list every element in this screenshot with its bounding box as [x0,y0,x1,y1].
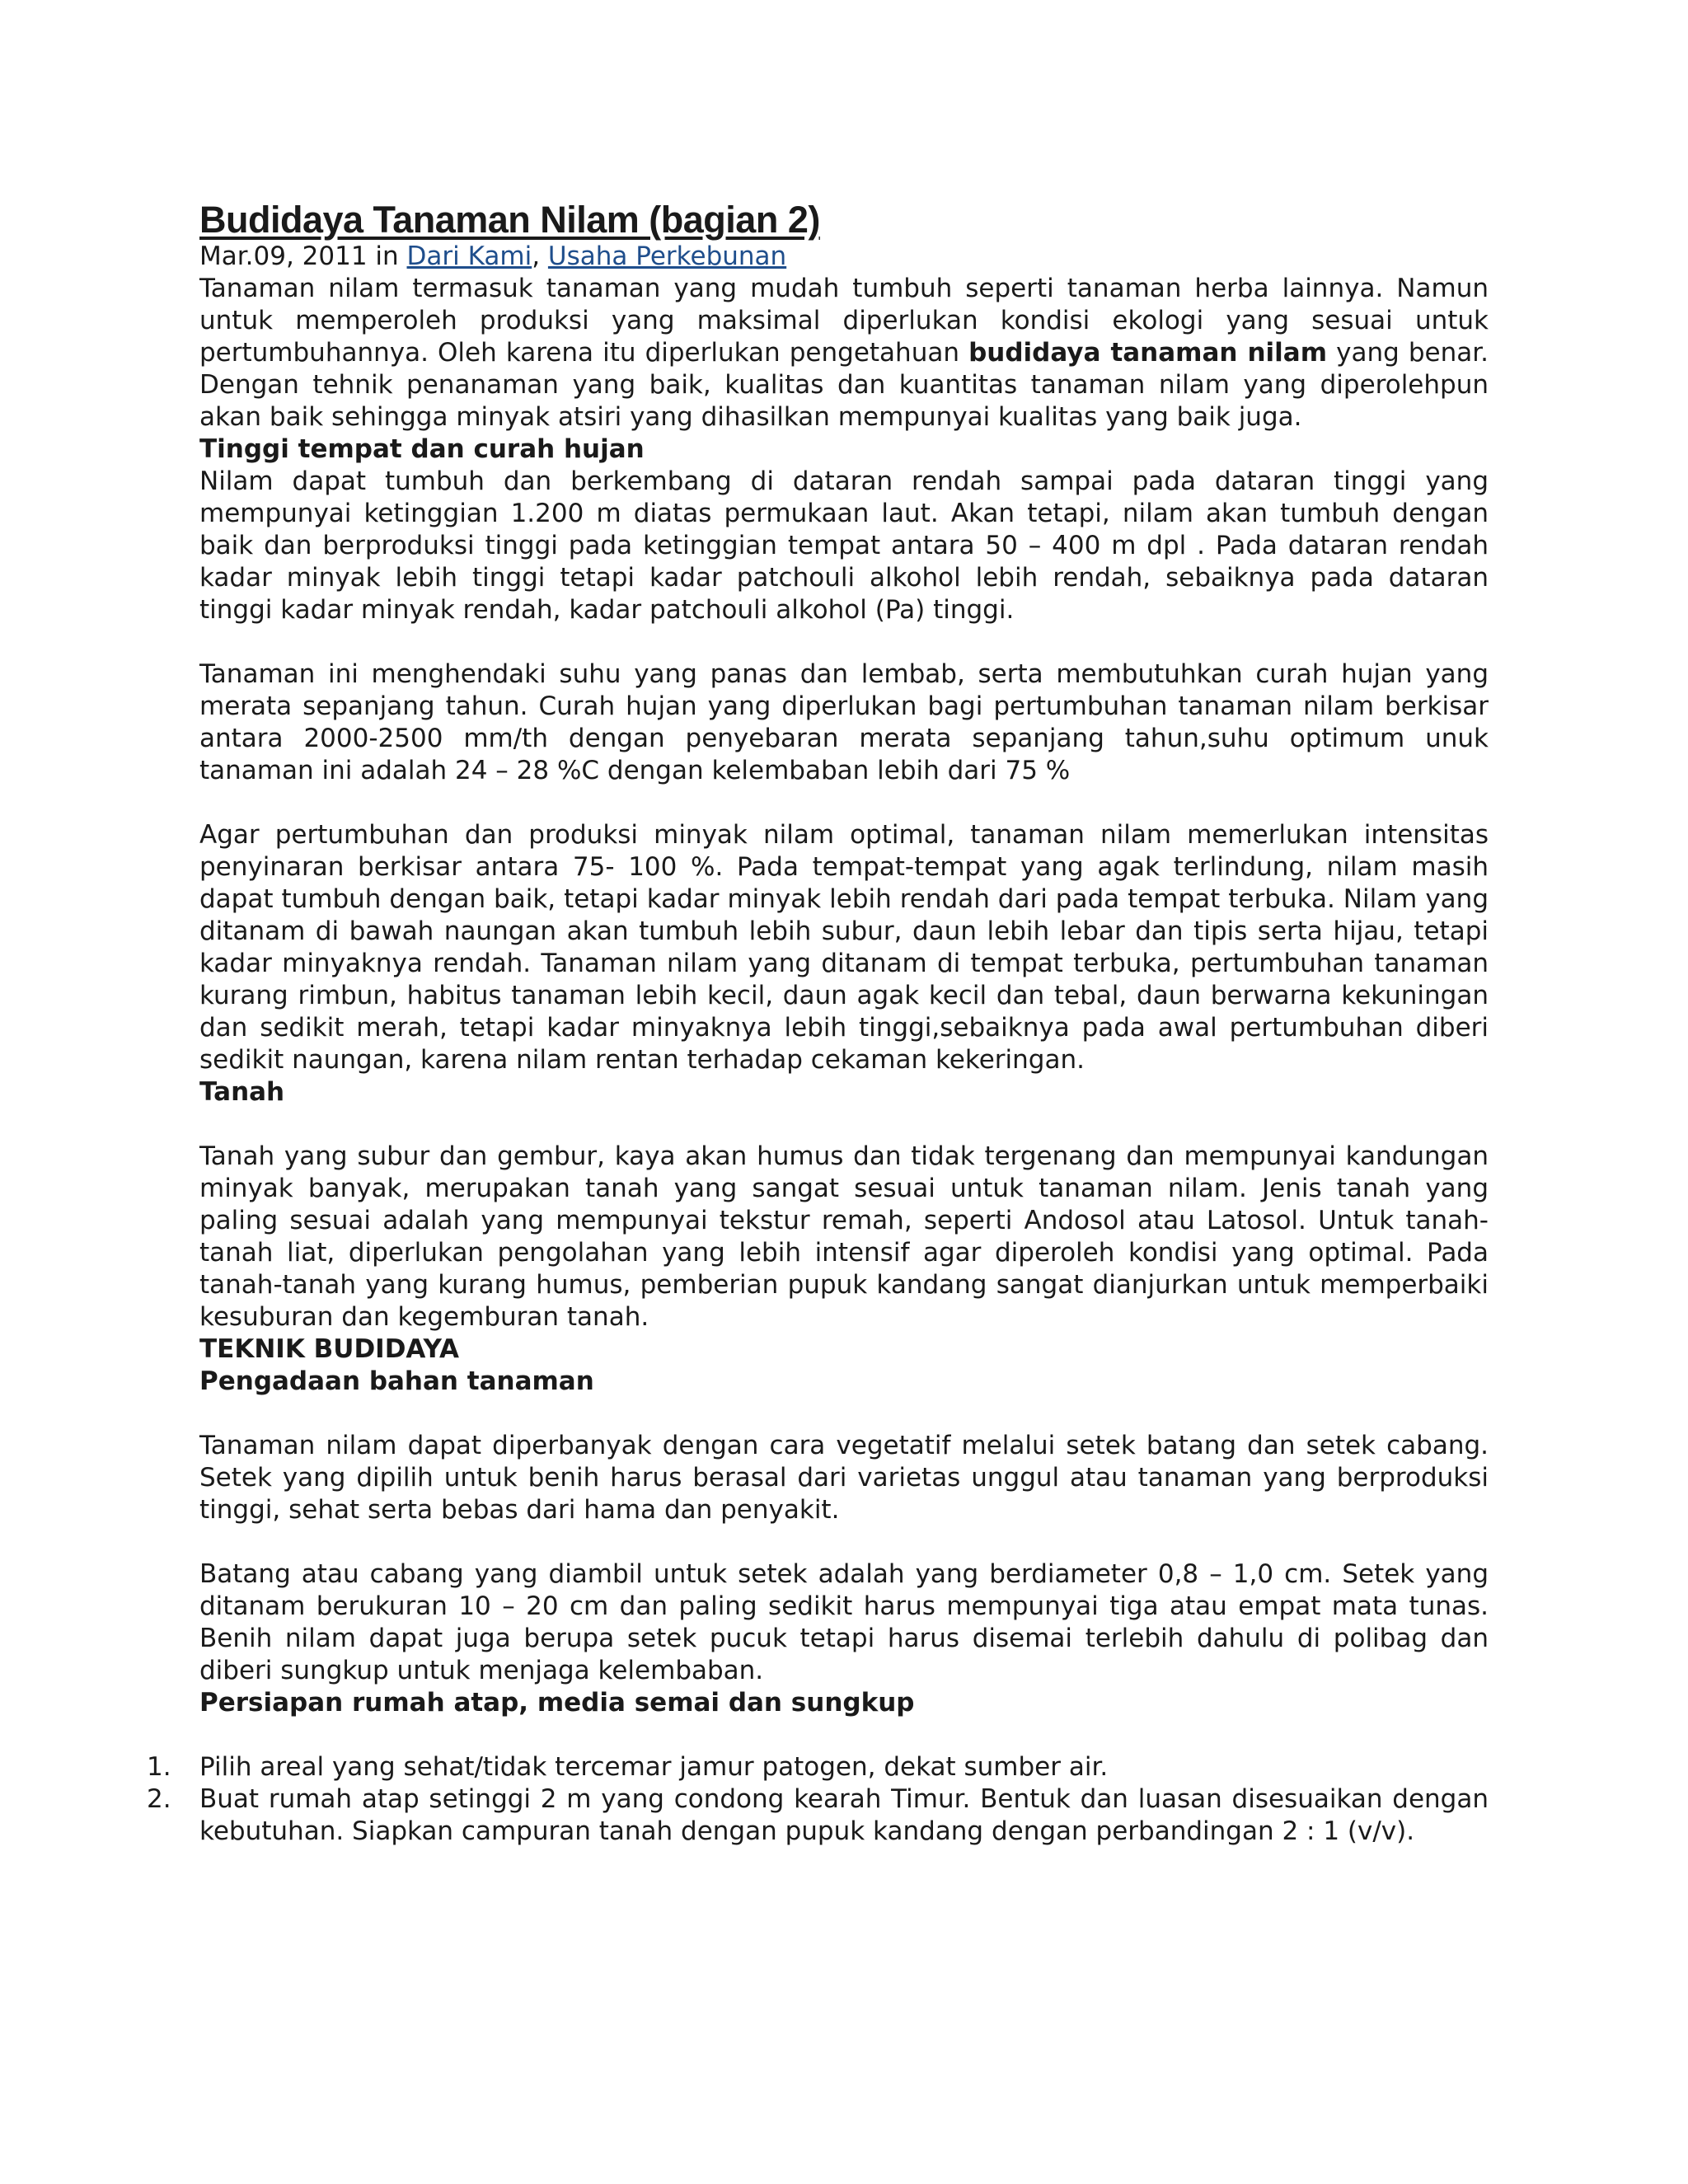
list-item-text: Buat rumah atap setinggi 2 m yang condong kearah Timur. Bentuk dan luasan disesuaikan dengan kebutuhan. Siapkan campuran tanah dengan pupuk kandang dengan perbandingan 2 : 1 (v/v). [199,1784,1489,1846]
intro-paragraph [199,273,1489,434]
paragraph-penyinaran: Agar pertumbuhan dan produksi minyak nilam optimal, tanaman nilam memerlukan intensitas penyinaran berkisar antara 75- 100 %. Pada tempat-tempat yang agak terlindung, nilam masih dapat tumbuh dengan baik, tetapi kadar minyak lebih rendah dari pada tempat terbuka. Nilam yang ditanam di bawah naungan akan tumbuh lebih subur, daun lebih lebar dan tipis serta hijau, tetapi kadar minyaknya rendah. Tanaman nilam yang ditanam di tempat terbuka, pertumbuhan tanaman kurang rimbun, habitus tanaman lebih kecil, daun agak kecil dan tebal, daun berwarna kekuningan dan sedikit merah, tetapi kadar minyaknya lebih tinggi,sebaiknya pada awal pertumbuhan diberi sedikit naungan, karena nilam rentan terhadap cekaman kekeringan. [199,820,1489,1075]
article-title: Budidaya Tanaman Nilam (bagian 2) [199,199,820,241]
paragraph-ketinggian: Nilam dapat tumbuh dan berkembang di dataran rendah sampai pada dataran tinggi yang mempunyai ketinggian 1.200 m diatas permukaan laut. Akan tetapi, nilam akan tumbuh dengan baik dan berproduksi tinggi pada ketinggian tempat antara 50 – 400 m dpl . Pada dataran rendah kadar minyak lebih tinggi tetapi kadar patchouli alkohol lebih rendah, sebaiknya pada dataran tinggi kadar minyak rendah, kadar patchouli alkohol (Pa) tinggi. [199,466,1489,625]
article-meta [199,241,1489,273]
paragraph-tanah: Tanah yang subur dan gembur, kaya akan humus dan tidak tergenang dan mempunyai kandungan minyak banyak, merupakan tanah yang sangat sesuai untuk tanaman nilam. Jenis tanah yang paling sesuai adalah yang mempunyai tekstur remah, seperti Andosol atau Latosol. Untuk tanah-tanah liat, diperlukan pengolahan yang lebih intensif agar diperoleh kondisi yang optimal. Pada tanah-tanah yang kurang humus, pemberian pupuk kandang sangat dianjurkan untuk memperbaiki kesuburan dan kegemburan tanah. [199,1141,1489,1332]
heading-teknik-budidaya: TEKNIK BUDIDAYA [199,1334,459,1364]
list-item-text: Pilih areal yang sehat/tidak tercemar jamur patogen, dekat sumber air. [199,1752,1109,1782]
paragraph-setek: Batang atau cabang yang diambil untuk setek adalah yang berdiameter 0,8 – 1,0 cm. Setek yang ditanam berukuran 10 – 20 cm dan paling sedikit harus mempunyai tiga atau empat mata tunas. Benih nilam dapat juga berupa setek pucuk tetapi harus disemai terlebih dahulu di polibag dan diberi sungkup untuk menjaga kelembaban. [199,1559,1489,1685]
heading-tinggi-tempat: Tinggi tempat dan curah hujan [199,434,645,464]
heading-persiapan-rumah-atap: Persiapan rumah atap, media semai dan sungkup [199,1688,915,1718]
list-item [147,1783,1489,1848]
paragraph-perbanyakan: Tanaman nilam dapat diperbanyak dengan cara vegetatif melalui setek batang dan setek cabang. Setek yang dipilih untuk benih harus berasal dari varietas unggul atau tanaman yang berproduksi tinggi, sehat serta bebas dari hama dan penyakit. [199,1431,1489,1525]
list-item [147,1751,1489,1783]
list-item-number: 2. [147,1784,171,1814]
intro-bold-keyword: budidaya tanaman nilam [968,338,1328,368]
heading-tanah: Tanah [199,1077,285,1107]
intro-text-before: Tanaman nilam termasuk tanaman yang mudah tumbuh seperti tanaman herba lainnya. Namun untuk memperoleh produksi yang maksimal diperlukan kondisi ekologi yang sesuai untuk pertumbuhannya. Oleh karena itu diperlukan pengetahuan [199,274,1489,368]
article-body [147,198,1489,1848]
category-link-dari-kami[interactable]: Dari Kami [406,241,532,271]
post-date: Mar.09, 2011 in [199,241,407,271]
category-separator: , [532,241,548,271]
list-item-number: 1. [147,1752,171,1782]
category-link-usaha-perkebunan[interactable]: Usaha Perkebunan [547,241,787,271]
intro-text-after: yang benar. Dengan tehnik penanaman yang baik, kualitas dan kuantitas tanaman nilam yang diperolehpun akan baik sehingga minyak atsiri yang dihasilkan mempunyai kualitas yang baik juga. [199,338,1489,432]
heading-pengadaan-bahan: Pengadaan bahan tanaman [199,1366,594,1396]
steps-list [147,1751,1489,1848]
paragraph-curah-hujan: Tanaman ini menghendaki suhu yang panas dan lembab, serta membutuhkan curah hujan yang merata sepanjang tahun. Curah hujan yang diperlukan bagi pertumbuhan tanaman nilam berkisar antara 2000-2500 mm/th dengan penyebaran merata sepanjang tahun,suhu optimum unuk tanaman ini adalah 24 – 28 %C dengan kelembaban lebih dari 75 % [199,659,1489,785]
